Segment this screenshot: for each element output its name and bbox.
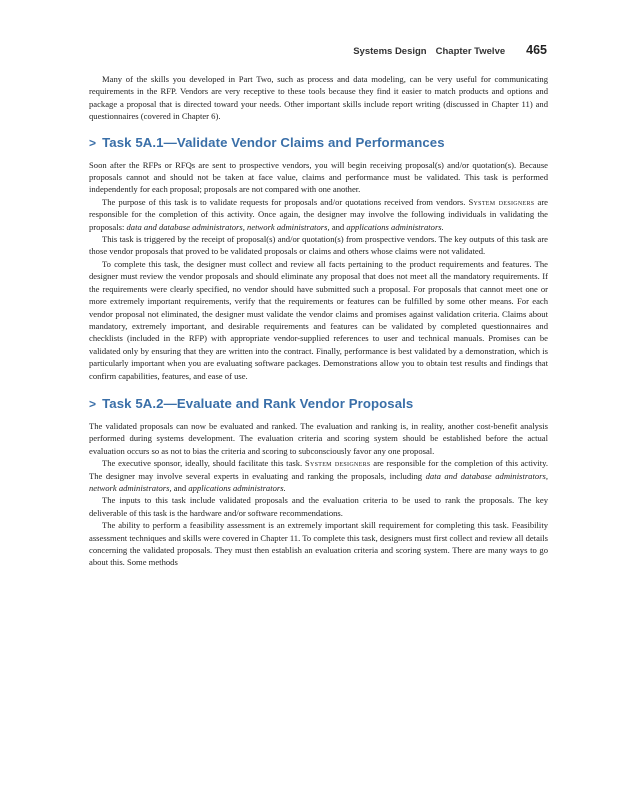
paragraph-text: and <box>173 482 187 493</box>
role-list: applications administrators. <box>346 221 444 232</box>
running-head-section: Systems Design <box>353 46 427 57</box>
paragraph-text: are responsible for the completion of this activity. Once again, the designer may involve the following individuals in validating the proposals: <box>89 196 548 232</box>
heading-arrow-icon: > <box>89 135 97 150</box>
page-body <box>89 73 548 569</box>
task-5a1-paragraph-2 <box>89 196 548 233</box>
running-head <box>353 43 547 57</box>
task-5a1-paragraph-4: To complete this task, the designer must collect and review all facts pertaining to the product requirements and features. The designer must review the vendor proposals and should eliminate any proposal that does not meet all the mandatory requirements. If the requirements were clearly specified, no vendor should have submitted such a proposal. For proposals that cannot meet one or more extremely important requirements, verify that the requirements or features can be fulfilled by some other means. For each vendor proposal not eliminated, the designer must validate the vendor claims and promises against validation criteria. Claims about mandatory, extremely important, and desirable requirements and features can be validated by completed questionnaires and checklists (included in the RFP) with appropriate vendor-supplied references to user and technical manuals. Promises can be validated only by ensuring that they are written into the contract. Finally, performance is best validated by a demonstration, which is particularly important when you are evaluating software packages. Demonstrations allow you to obtain test results and findings that confirm capabilities, features, and ease of use. <box>89 258 548 381</box>
paragraph-text: and <box>331 221 345 232</box>
task-5a2-paragraph-4: The ability to perform a feasibility assessment is an extremely important skill requirement for completing this task. Feasibility assessment techniques and skills were covered in Chapter 11. To complete this task, designers must first collect and review all details concerning the validated proposals. They must then establish an evaluation criteria and scoring system. There are many ways to go about this. Some methods <box>89 520 548 568</box>
role-list: applications administrators. <box>188 482 286 493</box>
heading-arrow-icon: > <box>89 396 97 411</box>
section-heading-task-5a1 <box>89 135 548 150</box>
role-system-designers: System designers <box>468 196 535 207</box>
task-5a2-paragraph-3: The inputs to this task include validated proposals and the evaluation criteria to be used to rank the proposals. The key deliverable of this task is the hardware and/or software recommendations. <box>89 495 548 518</box>
intro-paragraph: Many of the skills you developed in Part Two, such as process and data modeling, can be very useful for communicating requirements in the RFP. Vendors are very receptive to these tools because they find it easier to match products and options and package a proposal that is directed toward your needs. Other important skills include report writing (discussed in Chapter 11) and questionnaires (covered in Chapter 6). <box>89 74 548 122</box>
section-heading-task-5a2 <box>89 396 548 411</box>
section-heading-text: Task 5A.2—Evaluate and Rank Vendor Proposals <box>102 395 414 411</box>
task-5a2-paragraph-1: The validated proposals can now be evaluated and ranked. The evaluation and ranking is, in reality, another cost-benefit analysis performed during systems development. The evaluation criteria and scoring system should be established before the actual evaluation occurs so as not to bias the criteria and scoring to subconsciously favor any one proposal. <box>89 420 548 456</box>
paragraph-text: The executive sponsor, ideally, should facilitate this task. <box>102 458 303 469</box>
role-list: data and database administrators, network administrators, <box>126 221 330 232</box>
task-5a1-paragraph-3: This task is triggered by the receipt of proposal(s) and/or quotation(s) from prospective vendors. The key outputs of this task are those vendor proposals that proved to be validated proposals or claims and others whose claims were not validated. <box>89 234 548 257</box>
running-head-chapter: Chapter Twelve <box>435 46 506 57</box>
role-list: data and database administrators, network administrators, <box>89 470 548 493</box>
section-heading-text: Task 5A.1—Validate Vendor Claims and Performances <box>102 134 445 150</box>
role-system-designers: System designers <box>304 458 371 469</box>
page-number: 465 <box>526 43 547 57</box>
paragraph-text: are responsible for the completion of this activity. The designer may involve several experts in evaluating and ranking the proposals, including <box>89 458 548 481</box>
task-5a2-paragraph-2 <box>89 457 548 494</box>
paragraph-text: The purpose of this task is to validate requests for proposals and/or quotations received from vendors. <box>102 196 466 207</box>
task-5a1-paragraph-1: Soon after the RFPs or RFQs are sent to prospective vendors, you will begin receiving proposal(s) and/or quotation(s). Because proposals cannot and should not be taken at face value, claims and performance must be validated. This task is performed independently for each proposal; proposals are not compared with one another. <box>89 159 548 195</box>
